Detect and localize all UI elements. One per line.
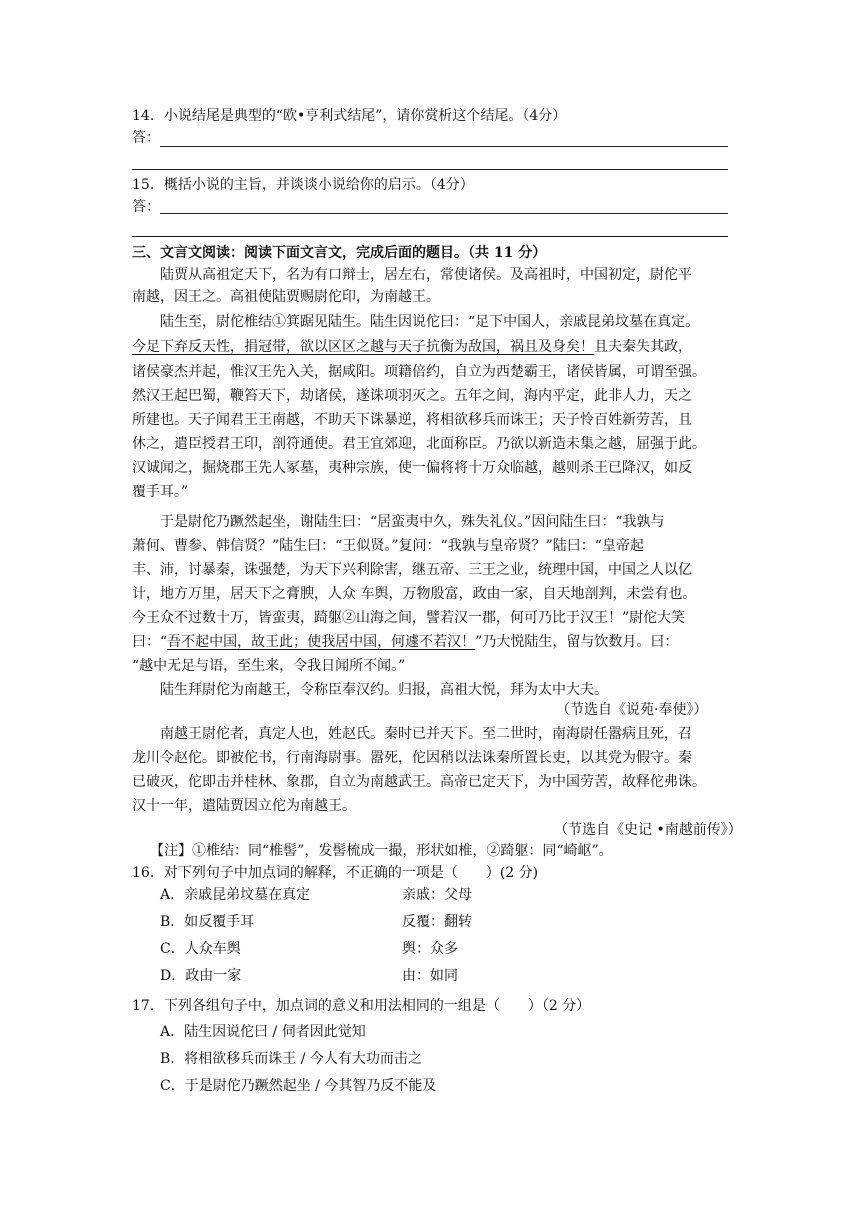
option-c[interactable]: C．于是尉佗乃蹶然起坐 / 今其智乃反不能及 [160, 1078, 437, 1094]
underlined-sentence: 今足下弃反天性，捐冠带，欲以区区之越与天子抗衡为敌国，祸且及身矣！ [132, 339, 594, 355]
source-citation: （节选自《史记 •南越前传》） [554, 822, 742, 838]
question-14: 14．小说结尾是典型的“欧•亨利式结尾”，请你赏析这个结尾。（4分） [132, 108, 567, 124]
answer-label-15: 答： [132, 199, 160, 215]
answer-line-14b[interactable] [132, 169, 728, 170]
passage-line: 今王众不过数十万，皆蛮夷，踦躯②山海之间，譬若汉一郡，何可乃比于汉王！”尉佗大笑 [132, 610, 686, 626]
option-a[interactable]: A．亲戚昆弟坟墓在真定 [160, 887, 311, 903]
passage-line: 汉十一年，遣陆贾因立佗为南越王。 [132, 798, 356, 814]
option-a[interactable]: A．陆生因说佗曰 / 伺者因此觉知 [160, 1024, 366, 1040]
section-heading: 三、文言文阅读：阅读下面文言文，完成后面的题目。（共 11 分） [132, 245, 547, 261]
option-b-gloss: 反覆：翻转 [402, 914, 472, 930]
passage-line: “越中无足与语，至生来，令我日闻所不闻。” [132, 658, 406, 674]
option-b[interactable]: B．将相欲移兵而诛王 / 今人有大功而击之 [160, 1051, 422, 1067]
answer-line-14a[interactable] [160, 146, 728, 147]
answer-label-14: 答： [132, 130, 160, 146]
answer-line-15b[interactable] [132, 236, 728, 237]
passage-line: 龙川令赵佗。即被佗书，行南海尉事。嚣死，佗因稍以法诛秦所置长吏，以其党为假守。秦 [132, 750, 692, 766]
passage-line: 陆生至，尉佗椎结①箕踞见陆生。陆生因说佗曰：“足下中国人，亲戚昆弟坟墓在真定。 [160, 314, 700, 330]
answer-line-15a[interactable] [160, 213, 728, 214]
passage-line: 今足下弃反天性，捐冠带，欲以区区之越与天子抗衡为敌国，祸且及身矣！且夫秦失其政， [132, 339, 692, 355]
passage-line: 南越，因王之。高祖使陆贾赐尉佗印，为南越王。 [132, 289, 440, 305]
option-d[interactable]: D．政由一家 [160, 968, 242, 984]
option-b[interactable]: B．如反覆手耳 [160, 914, 255, 930]
passage-line: 陆贾从高祖定天下，名为有口辩士，居左右，常使诸侯。及高祖时，中国初定，尉佗平 [160, 267, 692, 283]
question-16: 16．对下列句子中加点词的解释，不正确的一项是（ ）(2 分) [132, 865, 539, 881]
passage-line: 于是尉佗乃蹶然起坐，谢陆生曰：“居蛮夷中久，殊失礼仪。”因问陆生曰：“我孰与 [160, 514, 665, 530]
passage-line: 休之，遣臣授君王印，剖符通使。君王宜郊迎，北面称臣。乃欲以新造未集之越，屈强于此。 [132, 436, 706, 452]
underlined-sentence: 吾不起中国，故王此；使我居中国，何遽不若汉！ [167, 634, 476, 650]
footnote: 【注】①椎结：同“椎髻”，发髻梳成一撮，形状如椎，②踦躯：同“崎岖”。 [150, 843, 613, 859]
option-c[interactable]: C．人众车舆 [160, 941, 241, 957]
passage-line: 诸侯豪杰并起，惟汉王先入关，据咸阳。项籍倍约，自立为西楚霸王，诸侯皆属，可谓至强。 [132, 364, 706, 380]
passage-line: 曰：“吾不起中国，故王此；使我居中国，何遽不若汉！”乃大悦陆生，留与饮数月。曰： [132, 634, 679, 650]
passage-line: 萧何、曹参、韩信贤？”陆生曰：“王似贤。”复问：“我孰与皇帝贤？”陆曰：“皇帝起 [132, 538, 644, 554]
passage-line: 南越王尉佗者，真定人也，姓赵氏。秦时已并天下。至二世时，南海尉任嚣病且死，召 [160, 726, 692, 742]
passage-line: 覆手耳。” [132, 484, 189, 500]
question-15: 15．概括小说的主旨，并谈谈小说给你的启示。（4分） [132, 177, 474, 193]
passage-line: 然汉王起巴蜀，鞭笞天下，劫诸侯，遂诛项羽灭之。五年之间，海内平定，此非人力，天之 [132, 388, 692, 404]
option-d-gloss: 由：如同 [402, 968, 458, 984]
passage-line: 丰、沛，讨暴秦，诛强楚，为天下兴利除害，继五帝、三王之业，统理中国，中国之人以亿 [132, 562, 692, 578]
option-c-gloss: 舆：众多 [402, 941, 458, 957]
option-a-gloss: 亲戚：父母 [402, 887, 472, 903]
source-citation: （节选自《说苑·奉使》） [556, 702, 708, 718]
passage-line: 陆生拜尉佗为南越王，令称臣奉汉约。归报，高祖大悦，拜为太中大夫。 [160, 682, 608, 698]
question-17: 17．下列各组句子中，加点词的意义和用法相同的一组是（ ）（2 分） [132, 998, 591, 1014]
passage-line: 汉诚闻之，掘烧郡王先人冢墓，夷种宗族，使一偏将将十万众临越，越则杀王已降汉，如反 [132, 460, 692, 476]
passage-line: 已破灭，佗即击并桂林、象郡，自立为南越武王。高帝已定天下，为中国劳苦，故释佗弗诛。 [132, 774, 706, 790]
passage-line: 计，地方万里，居天下之膏腴，人众 车舆，万物殷富，政由一家，自天地剖判，未尝有也。 [132, 586, 697, 602]
passage-line: 所建也。天子闻君王王南越，不助天下诛暴逆，将相欲移兵而诛王；天子怜百姓新劳苦，且 [132, 412, 692, 428]
